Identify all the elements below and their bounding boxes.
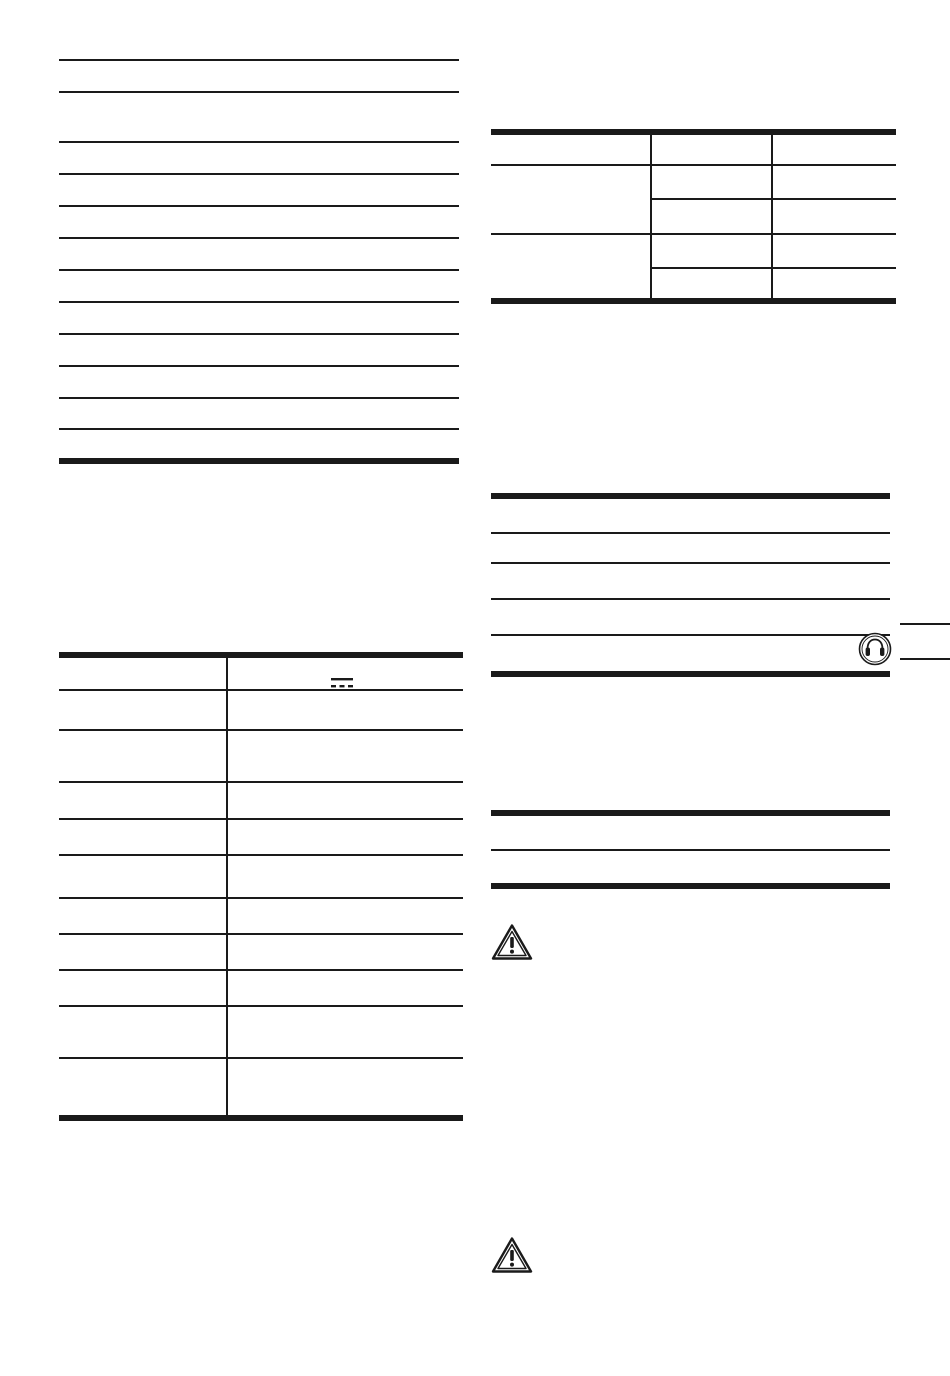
table-2-rule <box>59 781 463 783</box>
table-4-rule <box>491 598 890 600</box>
table-4-top-rule <box>491 493 890 499</box>
table-1-rule <box>59 269 459 271</box>
table-1-rule <box>59 397 459 399</box>
table-5-bottom-rule <box>491 883 890 889</box>
table-1-rule <box>59 301 459 303</box>
table-2-rule <box>59 818 463 820</box>
table-3-rule <box>491 233 896 235</box>
table-1-rule <box>59 141 459 143</box>
side-tab-rule <box>900 658 950 660</box>
table-1-rule <box>59 91 459 93</box>
table-1-rule <box>59 365 459 367</box>
table-2-rule <box>59 729 463 731</box>
table-5-rule <box>491 849 890 851</box>
table-3-rule <box>651 267 896 269</box>
ear-protection-icon <box>858 632 892 666</box>
table-1-rule <box>59 59 459 61</box>
warning-triangle-icon <box>491 923 533 961</box>
table-5-top-rule <box>491 810 890 816</box>
table-1-rule <box>59 333 459 335</box>
table-1-bottom-rule <box>59 458 459 464</box>
table-4-rule <box>491 562 890 564</box>
table-2-rule <box>59 969 463 971</box>
table-2-column-divider <box>226 652 228 1121</box>
table-3-bottom-rule <box>491 298 896 304</box>
table-4-rule <box>491 634 890 636</box>
table-1-rule <box>59 428 459 430</box>
table-4-bottom-rule <box>491 671 890 677</box>
warning-triangle-icon <box>491 1236 533 1274</box>
table-3-top-rule <box>491 129 896 135</box>
side-tab-rule <box>900 623 950 625</box>
table-3-column-divider <box>650 129 652 301</box>
table-2-rule <box>59 1057 463 1059</box>
table-4-rule <box>491 532 890 534</box>
table-1-rule <box>59 237 459 239</box>
table-2-rule <box>59 1005 463 1007</box>
table-2-rule <box>59 689 463 691</box>
table-1-rule <box>59 173 459 175</box>
table-2-bottom-rule <box>59 1115 463 1121</box>
table-3-rule <box>491 164 896 166</box>
direct-current-icon <box>330 676 354 690</box>
table-3-column-divider <box>771 129 773 301</box>
table-2-rule <box>59 854 463 856</box>
table-3-rule <box>651 198 896 200</box>
table-2-rule <box>59 897 463 899</box>
table-2-rule <box>59 933 463 935</box>
table-1-rule <box>59 205 459 207</box>
table-2-top-rule <box>59 652 463 658</box>
